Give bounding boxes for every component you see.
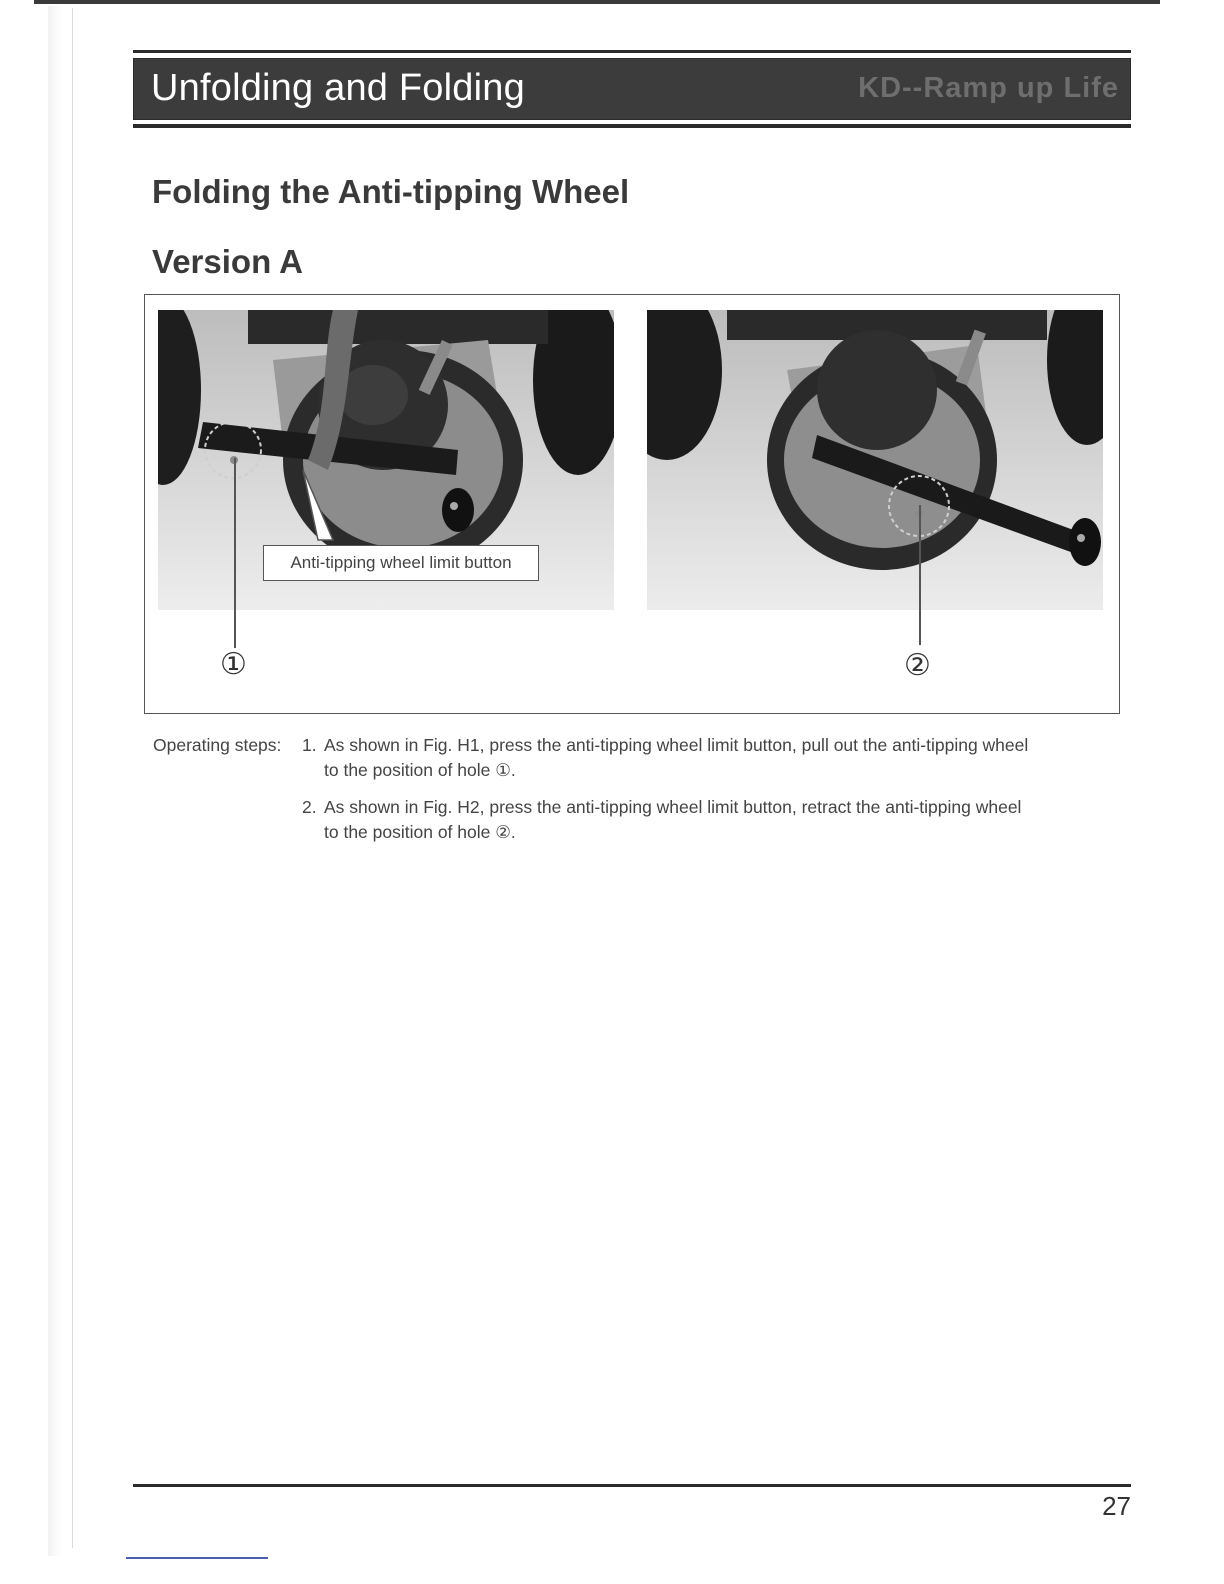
header-brand: KD--Ramp up Life [858,72,1119,104]
scan-edge-top [34,0,1160,4]
step-2-text-line-2: to the position of hole ②. [324,822,516,842]
steps-lead: Operating steps: [153,735,282,755]
step-1-row-2 [153,758,1123,783]
marker-hole-2: ② [904,649,931,682]
step-2-row-1 [153,795,1123,820]
step-2-number: 2. [302,797,317,817]
step-1-text-line-2: to the position of hole ①. [324,760,516,780]
photo-fig-h2 [647,310,1103,610]
scan-shadow-left [48,6,62,1556]
section-subtitle: Version A [152,243,303,280]
leader-line-hole-2 [919,505,921,645]
scan-mark-bottom [126,1557,268,1559]
step-1-number: 1. [302,735,317,755]
footer-rule [133,1484,1131,1487]
step-2-row-2 [153,820,1123,845]
operating-steps [153,733,1123,845]
step-1-row-1 [153,733,1123,758]
page-header [133,50,1131,130]
leader-line-hole-1 [234,458,236,648]
header-rule-top [133,50,1131,53]
header-title: Unfolding and Folding [151,67,525,109]
section-title: Folding the Anti-tipping Wheel [152,173,630,210]
step-2-text-line-1: As shown in Fig. H2, press the anti-tipping wheel limit button, retract the anti-tipping wheel [324,797,1022,817]
callout-limit-button: Anti-tipping wheel limit button [263,545,539,581]
page-number: 27 [1102,1491,1131,1521]
marker-hole-1: ① [220,648,247,681]
scan-edge-left [72,8,73,1548]
photo-h2-illustration [647,310,1103,610]
header-rule-bottom [133,124,1131,128]
step-1-text-line-1: As shown in Fig. H1, press the anti-tipping wheel limit button, pull out the anti-tipping wheel [324,735,1029,755]
